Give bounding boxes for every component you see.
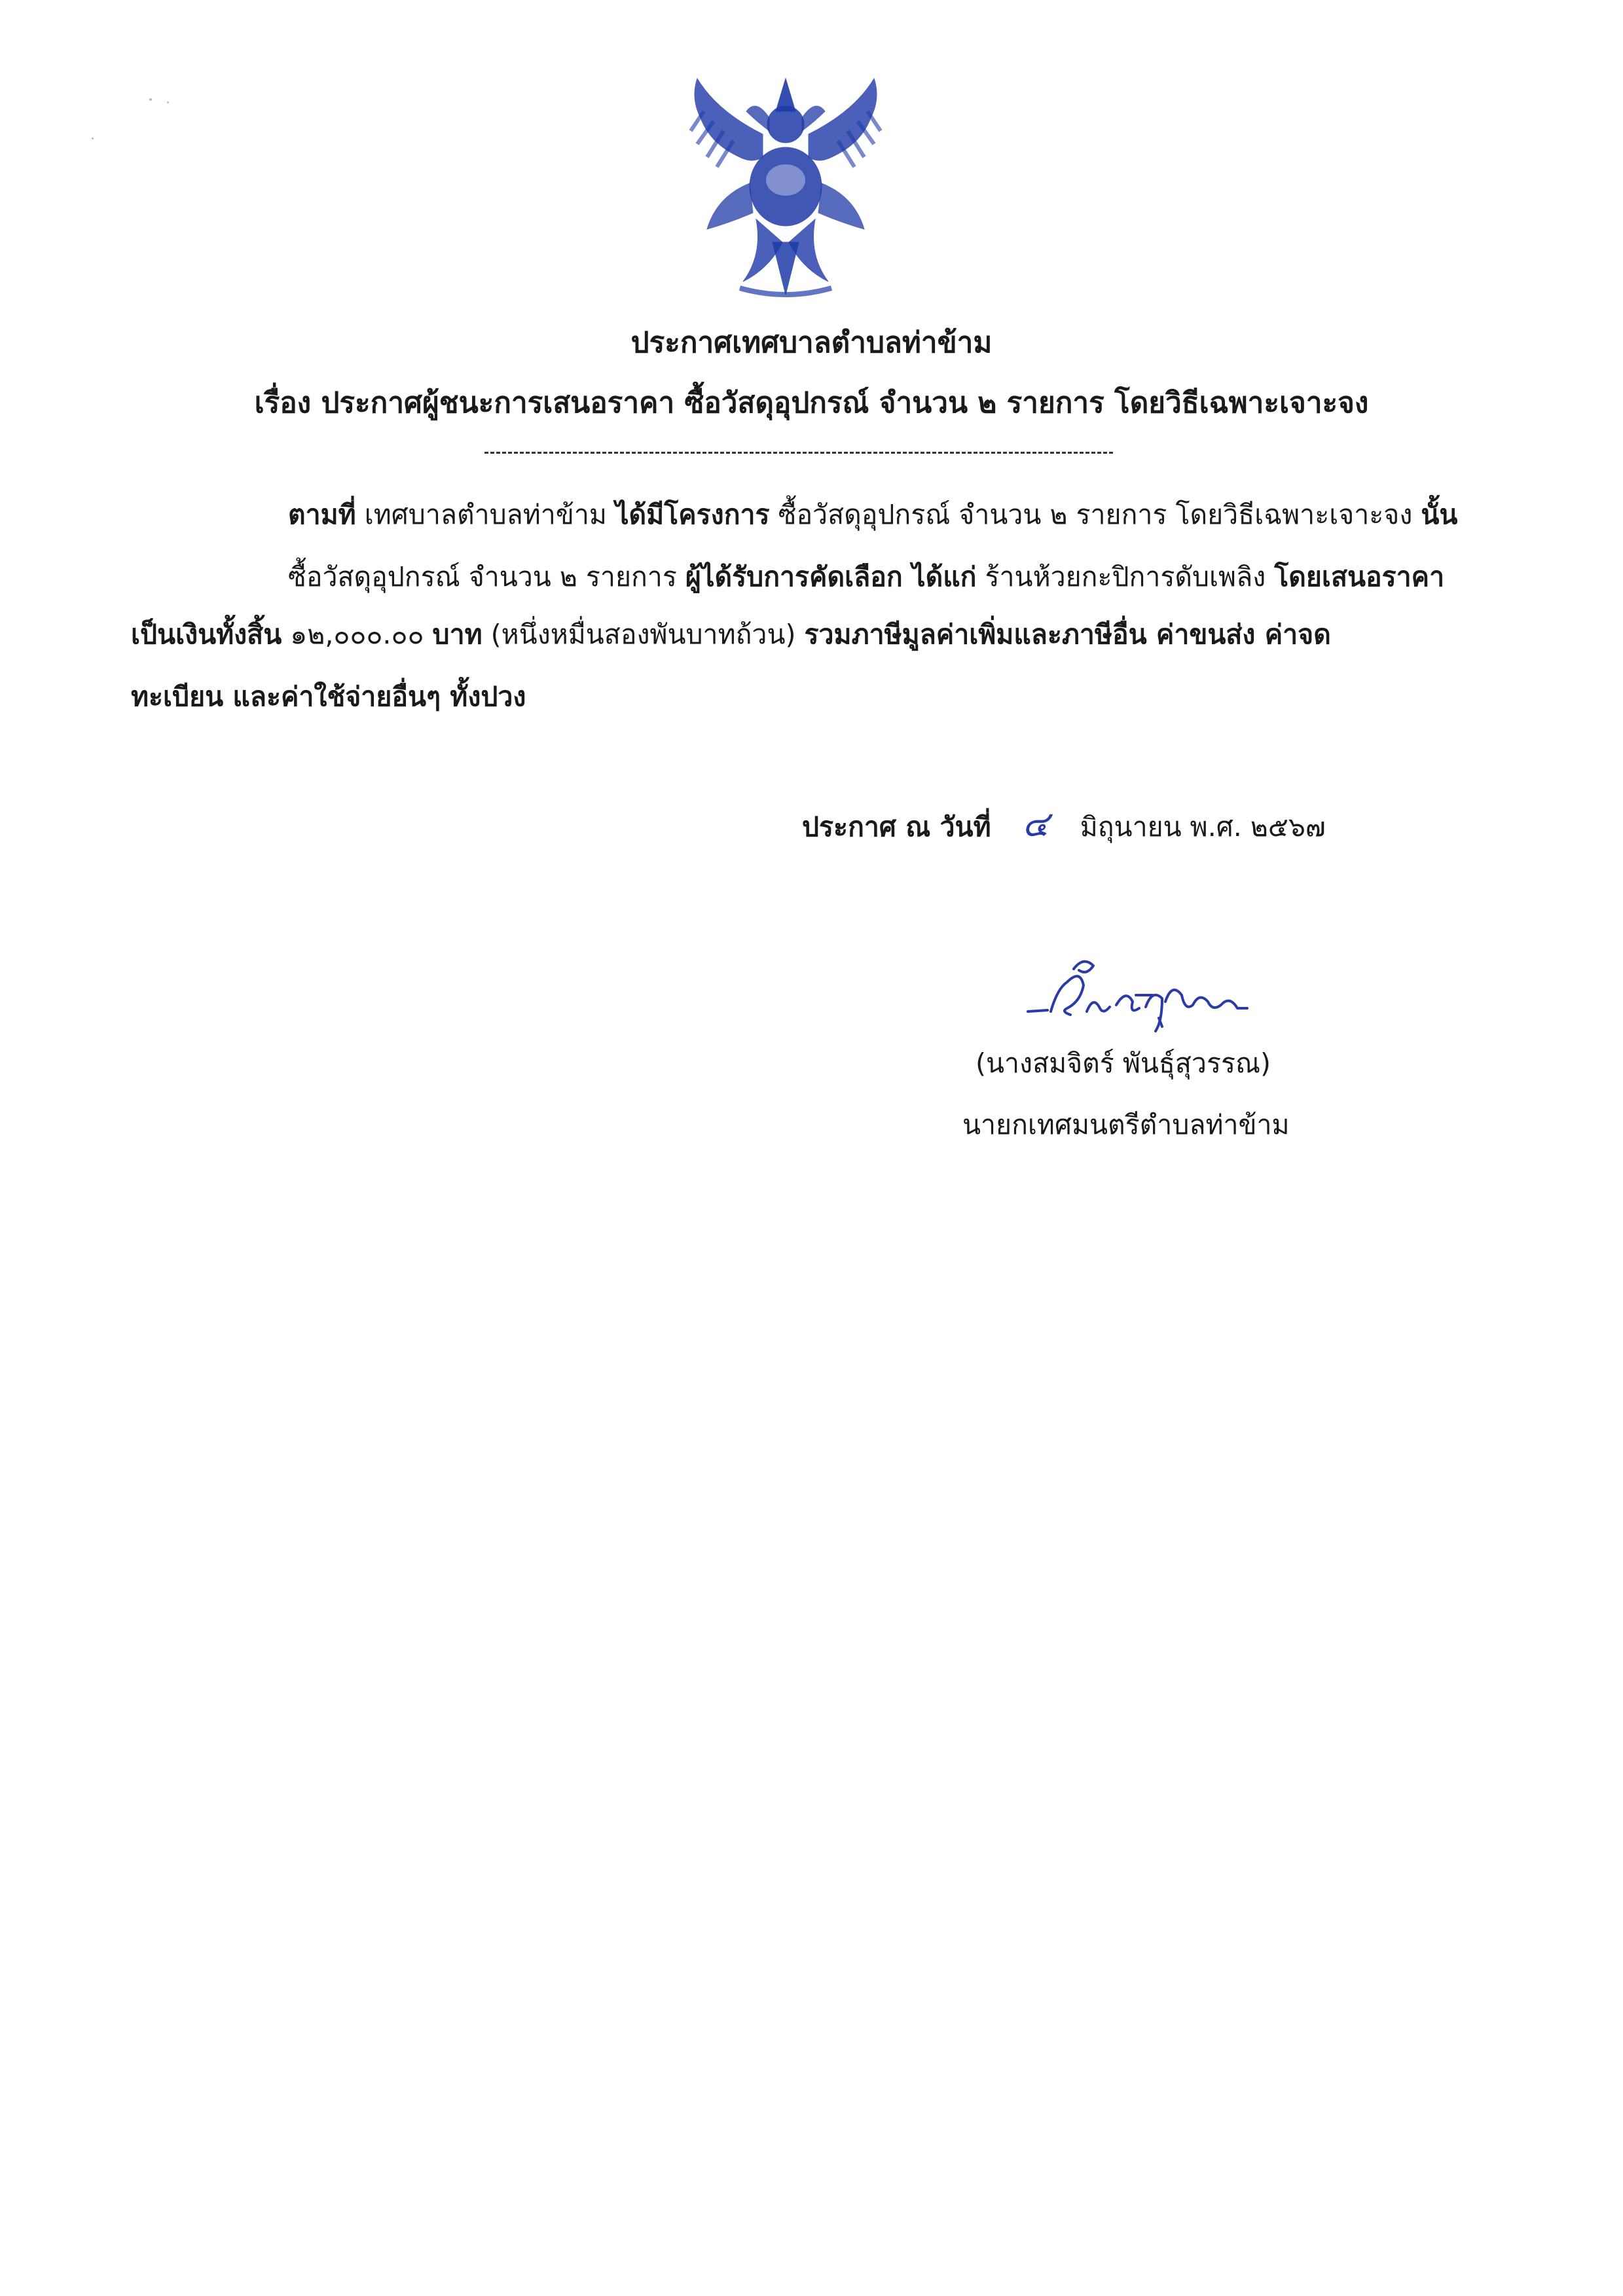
body-text: ทะเบียน และค่าใช้จ่ายอื่นๆ ทั้งปวง [131, 681, 526, 712]
signatory-name: (นางสมจิตร์ พันธุ์สุวรรณ) [976, 1048, 1271, 1079]
amount-value: ๑๒,๐๐๐.๐๐ [282, 619, 433, 650]
body-text: เทศบาลตำบลท่าข้าม [356, 499, 615, 530]
date-suffix: มิถุนายน พ.ศ. ๒๕๖๗ [1080, 811, 1326, 843]
scan-speck [167, 101, 169, 103]
handwritten-signature [1021, 949, 1257, 1041]
garuda-emblem-icon [678, 72, 894, 308]
body-text: บาท [432, 619, 483, 650]
body-line-1 [288, 499, 1457, 531]
scan-speck [149, 98, 152, 101]
scan-speck [92, 137, 94, 139]
divider [484, 452, 1113, 454]
date-prefix: ประกาศ ณ วันที่ [802, 811, 991, 843]
body-line-4 [131, 681, 526, 713]
body-line-2 [288, 561, 1444, 593]
body-text: นั้น [1421, 499, 1458, 530]
body-text: ซื้อวัสดุอุปกรณ์ จำนวน ๒ รายการ โดยวิธีเฉพาะเจาะจง [769, 499, 1421, 530]
date-day-handwritten: ๔ [1022, 803, 1049, 845]
body-text: ผู้ได้รับการคัดเลือก ได้แก่ [685, 561, 977, 592]
body-text: ร้านห้วยกะปิการดับเพลิง [976, 561, 1275, 592]
body-text: ตามที่ [288, 499, 356, 530]
announcement-date [802, 795, 1326, 852]
body-text: ได้มีโครงการ [615, 499, 770, 530]
body-line-3 [131, 619, 1331, 651]
signatory-position: นายกเทศมนตรีตำบลท่าข้าม [962, 1109, 1290, 1140]
body-text: รวมภาษีมูลค่าเพิ่มและภาษีอื่น ค่าขนส่ง ค่าจด [804, 619, 1331, 650]
body-text: เป็นเงินทั้งสิ้น [131, 619, 282, 650]
document-subject: เรื่อง ประกาศผู้ชนะการเสนอราคา ซื้อวัสดุอุปกรณ์ จำนวน ๒ รายการ โดยวิธีเฉพาะเจาะจง [254, 386, 1369, 420]
amount-in-words: (หนึ่งหมื่นสองพันบาทถ้วน) [482, 619, 805, 650]
body-text: โดยเสนอราคา [1274, 561, 1445, 592]
document-title: ประกาศเทศบาลตำบลท่าข้าม [630, 326, 993, 359]
body-text: ซื้อวัสดุอุปกรณ์ จำนวน ๒ รายการ [288, 561, 685, 592]
